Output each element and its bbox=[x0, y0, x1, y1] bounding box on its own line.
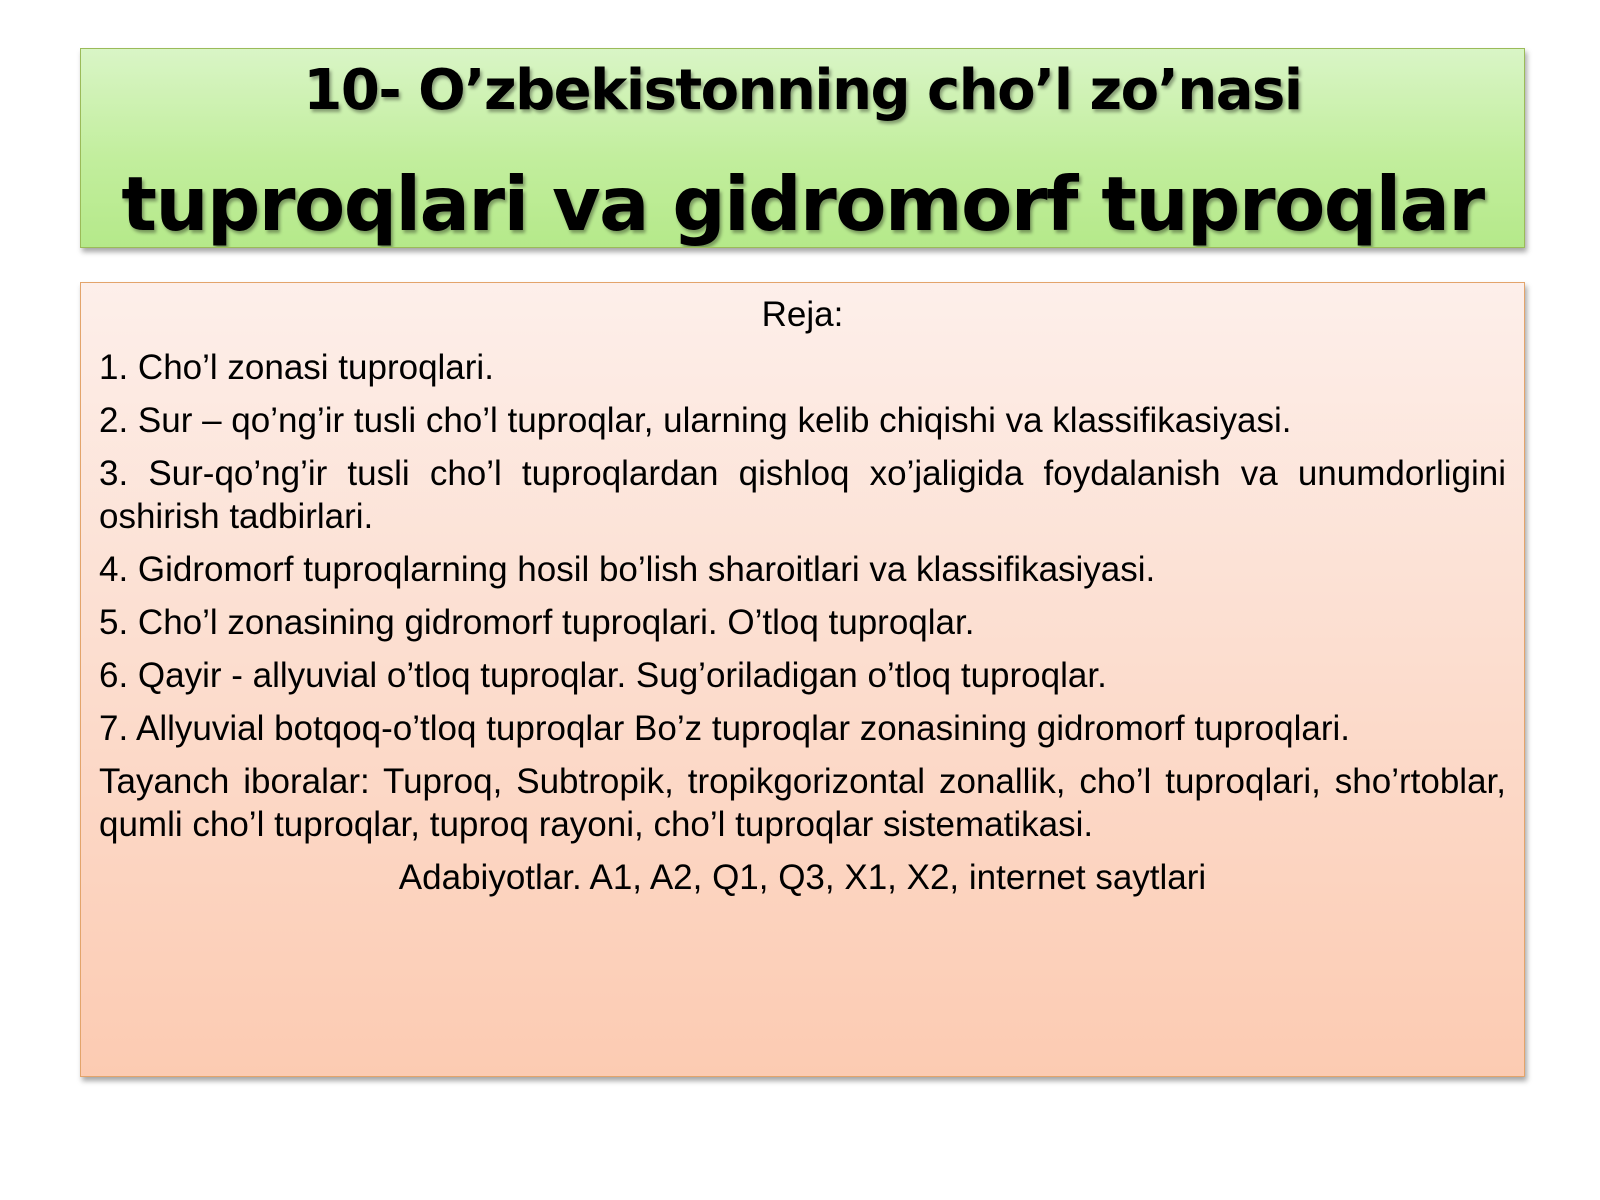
slide-title-line-1: 10- O’zbekistonning cho’l zo’nasi bbox=[303, 58, 1302, 123]
slide-title bbox=[121, 48, 1483, 248]
plan-item-5: 5. Cho’l zonasining gidromorf tuproqlari. O’tloq tuproqlar. bbox=[99, 603, 975, 642]
plan-item-3: 3. Sur-qo’ng’ir tusli cho’l tuproqlardan qishloq xo’jaligida foydalanish va unumdorligini oshirish tadbirlari. bbox=[99, 454, 1506, 536]
plan-item-2: 2. Sur – qo’ng’ir tusli cho’l tuproqlar, ularning kelib chiqishi va klassifikasiyasi. bbox=[99, 401, 1292, 440]
title-box bbox=[80, 48, 1525, 248]
plan-item-7: 7. Allyuvial botqoq-o’tloq tuproqlar Bo’z tuproqlar zonasining gidromorf tuproqlari. bbox=[99, 709, 1350, 748]
plan-heading: Reja: bbox=[761, 295, 844, 334]
slide-title-line-2: tuproqlari va gidromorf tuproqlar bbox=[121, 161, 1484, 248]
references-line: Adabiyotlar. A1, A2, Q1, Q3, X1, X2, internet saytlari bbox=[398, 858, 1207, 897]
plan-item-6: 6. Qayir - allyuvial o’tloq tuproqlar. Sug’oriladigan o’tloq tuproqlar. bbox=[99, 656, 1107, 695]
content-box bbox=[80, 282, 1525, 1077]
plan-item-1: 1. Cho’l zonasi tuproqlari. bbox=[99, 348, 494, 387]
keywords-paragraph: Tayanch iboralar: Tuproq, Subtropik, tropikgorizontal zonallik, cho’l tuproqlari, sho’rtoblar, qumli cho’l tuproqlar, tuproq rayoni, cho’l tuproqlar sistematikasi. bbox=[99, 762, 1506, 844]
plan-item-4: 4. Gidromorf tuproqlarning hosil bo’lish sharoitlari va klassifikasiyasi. bbox=[99, 550, 1156, 589]
